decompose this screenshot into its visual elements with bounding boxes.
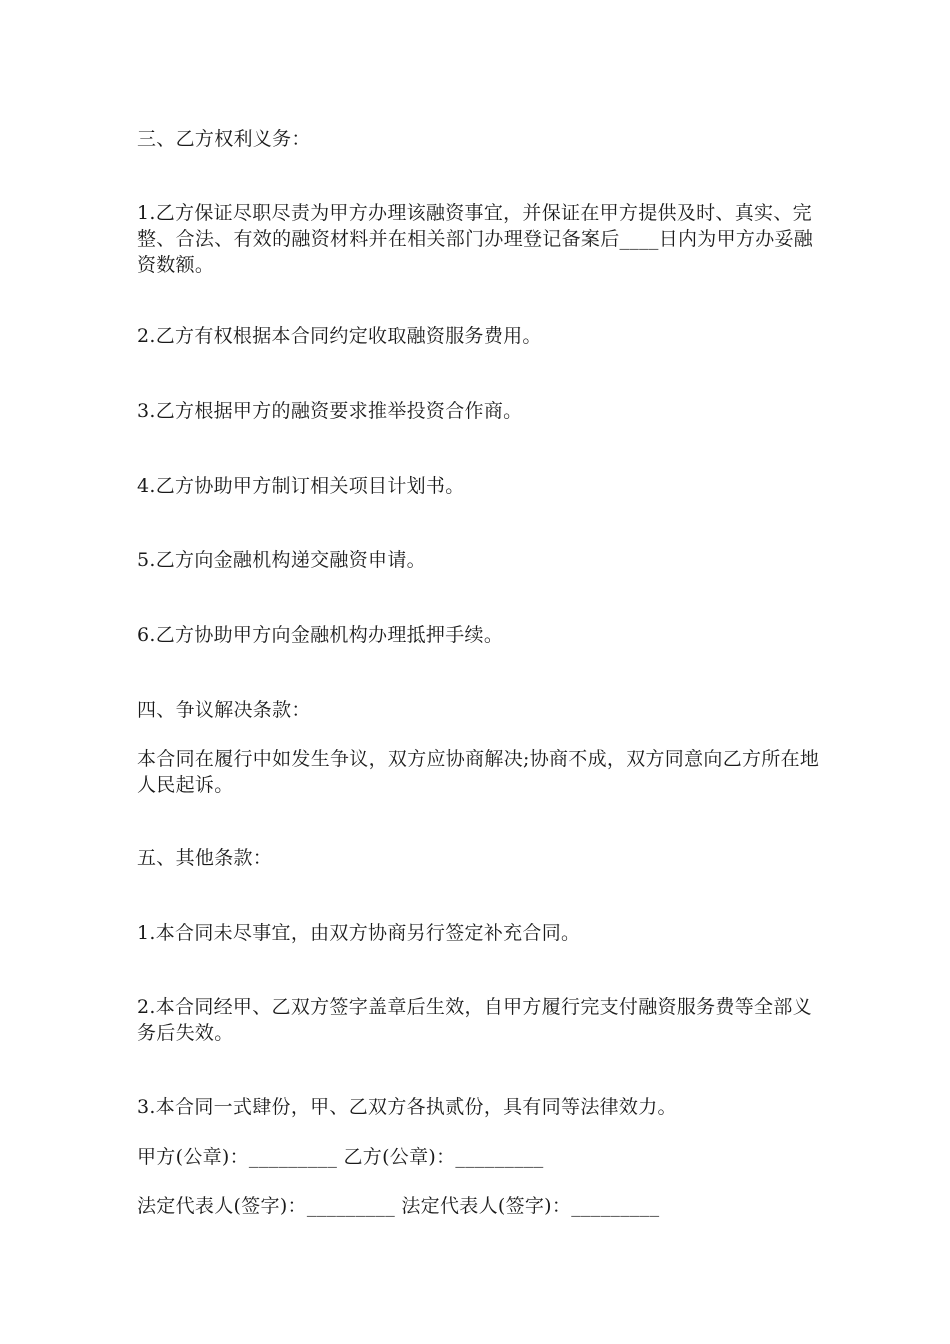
section3-item-5: 5.乙方向金融机构递交融资申请。 bbox=[137, 549, 426, 571]
section5-heading: 五、其他条款： bbox=[137, 847, 273, 869]
section3-item-6: 6.乙方协助甲方向金融机构办理抵押手续。 bbox=[137, 624, 504, 646]
seal-signature-line: 甲方(公章)：_________ 乙方(公章)：_________ bbox=[137, 1146, 544, 1168]
section3-heading: 三、乙方权利义务： bbox=[137, 128, 311, 150]
section4-heading: 四、争议解决条款： bbox=[137, 699, 311, 721]
section3-item-1: 1.乙方保证尽职尽责为甲方办理该融资事宜，并保证在甲方提供及时、真实、完整、合法、有效的融资材料并在相关部门办理登记备案后____日内为甲方办妥融资数额。 bbox=[137, 202, 814, 276]
section3-item-4: 4.乙方协助甲方制订相关项目计划书。 bbox=[137, 475, 465, 497]
section5-item-3: 3.本合同一式肆份，甲、乙双方各执贰份，具有同等法律效力。 bbox=[137, 1096, 677, 1118]
section5-item-1: 1.本合同未尽事宜，由双方协商另行签定补充合同。 bbox=[137, 922, 581, 944]
section4-text: 本合同在履行中如发生争议，双方应协商解决;协商不成，双方同意向乙方所在地人民起诉。 bbox=[137, 748, 820, 796]
section5-item-2: 2.本合同经甲、乙双方签字盖章后生效，自甲方履行完支付融资服务费等全部义务后失效。 bbox=[137, 996, 812, 1044]
section3-item-2: 2.乙方有权根据本合同约定收取融资服务费用。 bbox=[137, 325, 542, 347]
section3-item-3: 3.乙方根据甲方的融资要求推举投资合作商。 bbox=[137, 400, 523, 422]
representative-signature-line: 法定代表人(签字)：_________ 法定代表人(签字)：_________ bbox=[137, 1195, 660, 1217]
